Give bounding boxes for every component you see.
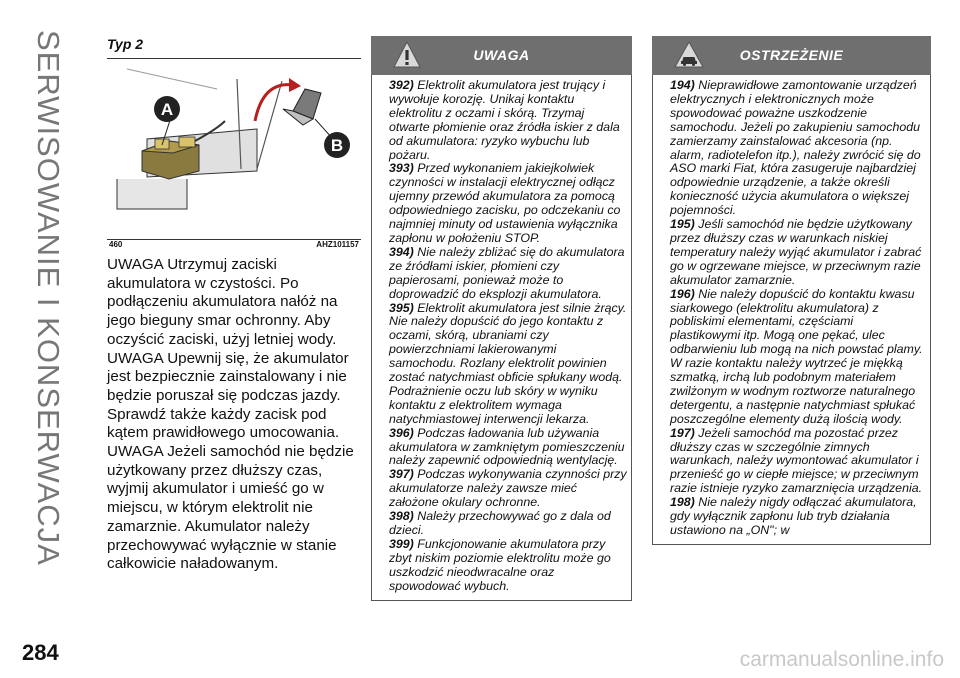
caution-item-text: Nie należy nigdy odłączać akumulatora, gdy wyłącznik zapłonu lub tryb działania ustawiono na „ON"; w [670,495,917,537]
warning-item [389,427,627,469]
warning-item [389,302,627,427]
warning-item [389,510,627,538]
warning-item-text: Należy przechowywać go z dala od dzieci. [389,509,611,537]
warning-item-num: 392) [389,78,414,92]
battery-figure [107,58,361,249]
caution-item [670,218,926,288]
warning-item-text: Funkcjonowanie akumulatora przy zbyt niskim poziomie elektrolitu może go uszkodzić nieodwracalne oraz spowodować wybuch. [389,536,611,593]
caution-item [670,79,926,218]
warning-item-text: Elektrolit akumulatora jest trujący i wywołuje korozję. Unikaj kontaktu elektrolitu z oczami i skórą. Trzymaj otwarte płomienie oraz źródła iskier z dala od akumulatora: ryzyko wybuchu lub pożaru. [389,78,620,162]
caution-item-num: 195) [670,217,695,232]
warning-item-text: Elektrolit akumulatora jest silnie żrący. Nie należy dopuścić do jego kontaktu z oczami, skórą, ubraniami czy powierzchniami lakierowanymi samochodu. Rozlany elektrolit powinien zostać natychmiast obficie spłukany wodą. Podrażnienie oczu lub skóry w wyniku kontaktu z elektrolitem wymaga natychmiastowej interwencji lekarza. [389,300,627,426]
warning-item-num: 396) [389,425,414,440]
warning-item-num: 398) [389,509,414,524]
warning-item-num: 399) [389,536,414,551]
caution-box [652,36,931,609]
figure-ref: AHZ101157 [316,240,359,249]
side-title-text: SERWISOWANIE I KONSERWACJA [31,30,66,566]
warning-item-num: 395) [389,300,414,315]
warning-item-text: Podczas ładowania lub używania akumulatora w zamkniętym pomieszczeniu należy zapewnić odpowiednią wentylację. [389,425,625,468]
warning-box-title: UWAGA [473,47,530,63]
figure-label-b: B [330,136,344,155]
paragraph: UWAGA Jeżeli samochód nie będzie użytkowany przez dłuższy czas, wyjmij akumulator i umieść go w miejscu, w którym elektrolit nie zamarznie. Akumulator należy przechowywać wyłącznie w stanie całkowicie naładowanym. [107,443,354,573]
warning-box-header [371,36,632,75]
warning-item-text: Nie należy zbliżać się do akumulatora ze źródłami iskier, płomieni czy papierosami, ponieważ może to doprowadzić do eksplozji akumulatora. [389,244,625,301]
warning-item-text: Przed wykonaniem jakiejkolwiek czynności w instalacji elektrycznej odłącz ujemny przewód akumulatora za pomocą odpowiedniego zacisku, po odczekaniu co najmniej minuty od ustawienia wyłącznika zapłonu w położeniu STOP. [389,161,621,245]
caution-item [670,288,926,427]
caution-item-num: 198) [670,495,695,510]
paragraph: UWAGA Upewnij się, że akumulator jest bezpiecznie zainstalowany i nie będzie poruszał się podczas jazdy. Sprawdź także każdy zacisk pod kątem prawidłowego umocowania. [107,349,349,442]
warning-item [389,79,627,162]
caution-item-num: 197) [670,425,695,440]
warning-box-body [371,75,632,601]
section-side-title [14,30,84,630]
caution-item [670,496,926,538]
caution-box-body [652,75,931,545]
watermark: carmanualsonline.info [739,648,944,671]
caution-item-text: Jeśli samochód nie będzie użytkowany przez dłuższy czas w warunkach niskiej temperatury należy wyjąć akumulator i zabrać go w ogrzewane miejsce, w przeciwnym razie akumulator zamarznie. [670,217,922,287]
warning-item [389,538,627,594]
caution-item-num: 196) [670,286,695,301]
caution-item-text: Jeżeli samochód ma pozostać przez dłuższy czas w szczególnie zimnych warunkach, należy wymontować akumulator i przenieść go w ciepłe miejsce; w przeciwnym razie istnieje ryzyko zamarznięcia urządzenia. [670,425,923,496]
figure-label-a: A [160,100,174,119]
figure-number: 460 [109,240,123,249]
caution-item-text: Nieprawidłowe zamontowanie urządzeń elektrycznych i elektronicznych może spowodować poważne uszkodzenie samochodu. Jeżeli po zakupieniu samochodu zamierzamy zainstalować akcesoria (np. alarm, radiotelefon itp.), należy zwrócić się do ASO marki Fiat, która zasugeruje najbardziej odpowiednie urządzenie, a także określi konieczność użycia akumulatora o większej pojemności. [670,78,921,218]
type-heading: Typ 2 [107,36,144,52]
body-text [107,256,361,574]
warning-item [389,162,627,245]
caution-item [670,427,926,497]
warning-item [389,246,627,302]
warning-item-text: Podczas wykonywania czynności przy akumulatorze należy zawsze mieć założone okulary ochronne. [389,467,627,510]
warning-item [389,468,627,510]
warning-item-num: 394) [389,244,414,259]
caution-item-text: Nie należy dopuścić do kontaktu kwasu siarkowego (elektrolitu akumulatora) z pobliskimi elementami, częściami plastikowymi itp. Mogą one pękać, ulec odbarwieniu lub mogą na nich powstać plamy. W razie kontaktu należy wytrzeć je miękką szmatką, irchą lub podobnym materiałem zwilżonym w wodnym roztworze naturalnego detergentu, a następnie natychmiast spłukać poszczególne elementy dużą ilością wody. [670,286,923,426]
caution-item-num: 194) [670,78,695,92]
warning-box [371,36,632,628]
paragraph: UWAGA Utrzymuj zaciski akumulatora w czystości. Po podłączeniu akumulatora nałóż na jego bieguny smar ochronny. Aby oczyścić zaciski, użyj letniej wody. [107,256,338,348]
left-column [107,36,361,574]
warning-item-num: 393) [389,161,414,176]
warning-item-num: 397) [389,467,414,482]
caution-box-title: OSTRZEŻENIE [739,47,844,63]
battery-illustration [107,59,361,239]
page-number: 284 [22,640,59,665]
caution-box-header [652,36,931,75]
